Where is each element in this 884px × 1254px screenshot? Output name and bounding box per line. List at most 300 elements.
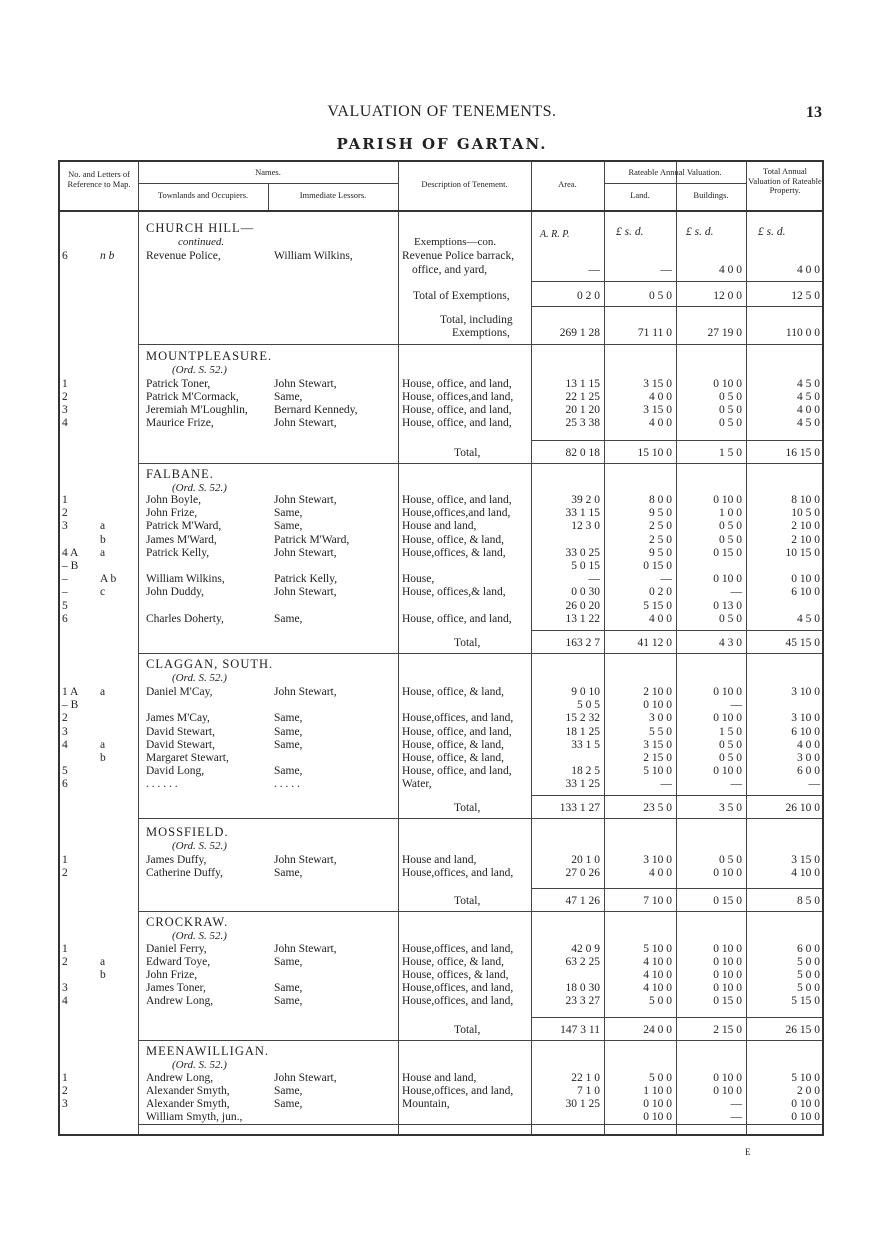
ref-number: – B — [62, 699, 79, 712]
ref-number: 2 — [62, 507, 68, 520]
land-value: 23 5 0 — [643, 802, 672, 814]
ref-letter: a — [100, 956, 106, 968]
occupier-name: John Frize, — [146, 969, 198, 981]
area-value: 13 1 15 — [565, 378, 600, 390]
area-value: 33 0 25 — [565, 546, 600, 559]
tenement-description: House,offices, and land, — [402, 1085, 514, 1097]
occupier-name: James M'Ward, — [146, 533, 217, 546]
tenement-description: House,offices, and land, — [402, 867, 514, 879]
buildings-value: — — [730, 778, 742, 791]
occupier-name: Patrick M'Cormack, — [146, 391, 239, 403]
occupier-name: James Duffy, — [146, 854, 207, 866]
land-value: 3 15 0 — [643, 378, 672, 390]
ref-number: 1 — [62, 494, 68, 506]
buildings-value: 0 5 0 — [719, 612, 742, 625]
lessor-name: Patrick M'Ward, — [274, 533, 350, 546]
total-value: 2 10 0 — [791, 533, 820, 546]
tenement-description: Water, — [402, 778, 432, 791]
land-value: — — [660, 264, 672, 276]
occupier-name: David Long, — [146, 765, 205, 778]
area-value: 18 1 25 — [565, 725, 600, 738]
total-value: 3 10 0 — [791, 686, 820, 698]
buildings-value: 1 0 0 — [719, 507, 742, 520]
total-value: 26 15 0 — [785, 1024, 820, 1036]
land-value: 9 5 0 — [649, 546, 672, 559]
total-label: Total, — [454, 802, 481, 814]
tenement-description: House, office, & land, — [402, 956, 504, 968]
total-value: 10 5 0 — [791, 507, 820, 520]
land-value: 24 0 0 — [643, 1024, 672, 1036]
area-value: 0 0 30 — [571, 586, 600, 599]
tenement-description: House, office, and land, — [402, 612, 512, 625]
ref-number: 1 — [62, 943, 68, 955]
buildings-value: 0 5 0 — [719, 391, 742, 403]
tenement-description: Revenue Police barrack, — [402, 250, 515, 262]
area-value: 7 1 0 — [577, 1085, 600, 1097]
area-value: 26 0 20 — [565, 599, 600, 612]
total-value: 5 10 0 — [791, 1072, 820, 1084]
land-value: 4 10 0 — [643, 982, 672, 994]
land-value: 5 15 0 — [643, 599, 672, 612]
lessor-name: Same, — [274, 982, 303, 994]
tenement-description: House, office, and land, — [402, 494, 512, 506]
land-value: 4 10 0 — [643, 956, 672, 968]
land-value: 0 2 0 — [649, 586, 672, 599]
buildings-value: 0 15 0 — [713, 546, 742, 559]
total-value: 3 0 0 — [797, 752, 820, 764]
total-value: 2 0 0 — [797, 1085, 820, 1097]
tenement-description: House, office, and land, — [402, 417, 512, 429]
occupier-name: Andrew Long, — [146, 995, 214, 1007]
continued-label: continued. — [178, 236, 225, 248]
land-value: 2 5 0 — [649, 520, 672, 533]
tenement-description: Mountain, — [402, 1098, 450, 1110]
lessor-name: Same, — [274, 765, 303, 778]
total-value: 5 15 0 — [791, 995, 820, 1007]
total-value: 16 15 0 — [785, 447, 820, 459]
land-value: 1 10 0 — [643, 1085, 672, 1097]
land-value: 0 10 0 — [643, 699, 672, 712]
land-value: 5 10 0 — [643, 943, 672, 955]
lessor-name: John Stewart, — [274, 686, 337, 698]
column-rule — [398, 162, 399, 1134]
area-value: 12 3 0 — [571, 520, 600, 533]
lessor-name: William Wilkins, — [274, 250, 353, 262]
tenement-description: House, offices,and land, — [402, 391, 514, 403]
buildings-value: — — [730, 586, 742, 599]
total-label: Total, — [454, 895, 481, 907]
total-rule — [531, 888, 822, 889]
area-value: 33 1 15 — [565, 507, 600, 520]
land-value: 5 0 0 — [649, 1072, 672, 1084]
land-value: 2 15 0 — [643, 752, 672, 764]
total-value: 3 15 0 — [791, 854, 820, 866]
buildings-value: — — [730, 1111, 742, 1123]
occupier-name: Andrew Long, — [146, 1072, 214, 1084]
tenement-description: House,offices, and land, — [402, 943, 514, 955]
total-value: 0 10 0 — [791, 573, 820, 586]
ref-number: 6 — [62, 778, 68, 791]
land-value: 3 10 0 — [643, 854, 672, 866]
buildings-value: 0 10 0 — [713, 1072, 742, 1084]
buildings-value: 27 19 0 — [707, 327, 742, 339]
land-value: 3 15 0 — [643, 404, 672, 416]
ref-number: 4 — [62, 995, 68, 1007]
area-value: 9 0 10 — [571, 686, 600, 698]
total-value: 5 0 0 — [797, 982, 820, 994]
col-buildings-header: Buildings. — [693, 190, 729, 200]
area-value: 25 3 38 — [565, 417, 600, 429]
land-value: 8 0 0 — [649, 494, 672, 506]
ref-number: 3 — [62, 1098, 68, 1110]
buildings-value: 4 0 0 — [719, 264, 742, 276]
total-rule — [138, 463, 822, 464]
occupier-name: David Stewart, — [146, 738, 215, 751]
total-value: 45 15 0 — [785, 637, 820, 649]
total-value: 26 10 0 — [785, 802, 820, 814]
land-value: 4 0 0 — [649, 391, 672, 403]
area-value: 33 1 25 — [565, 778, 600, 791]
buildings-value: 0 10 0 — [713, 494, 742, 506]
col-lessors-header: Immediate Lessors. — [299, 190, 367, 200]
lessor-name: Same, — [274, 1085, 303, 1097]
land-value: 5 0 0 — [649, 995, 672, 1007]
occupier-name: John Duddy, — [146, 586, 205, 599]
ordnance-sheet: (Ord. S. 52.) — [172, 672, 227, 684]
area-value: 27 0 26 — [565, 867, 600, 879]
ref-number: 4 A — [62, 546, 79, 559]
total-rule — [138, 1124, 822, 1125]
ordnance-sheet: (Ord. S. 52.) — [172, 840, 227, 852]
buildings-value: 0 5 0 — [719, 752, 742, 764]
buildings-value: 0 10 0 — [713, 765, 742, 778]
ref-number: 2 — [62, 867, 68, 879]
area-value: 18 0 30 — [565, 982, 600, 994]
land-value: 5 10 0 — [643, 765, 672, 778]
lessor-name: Same, — [274, 1098, 303, 1110]
buildings-value: 0 5 0 — [719, 404, 742, 416]
total-value: 6 10 0 — [791, 725, 820, 738]
buildings-value: 12 0 0 — [713, 290, 742, 302]
total-value: 4 5 0 — [797, 378, 820, 390]
lessor-name: John Stewart, — [274, 943, 337, 955]
land-value: 4 10 0 — [643, 969, 672, 981]
lessor-name: Same, — [274, 612, 303, 625]
area-value: 22 1 25 — [565, 391, 600, 403]
occupier-name: James M'Cay, — [146, 712, 210, 725]
lessor-name: Same, — [274, 712, 303, 725]
land-value: 2 5 0 — [649, 533, 672, 546]
tenement-description: House, office, & land, — [402, 738, 504, 751]
land-value: 9 5 0 — [649, 507, 672, 520]
col-area-header: Area. — [558, 179, 577, 189]
ref-number: 1 — [62, 854, 68, 866]
col-rateable-header: Rateable Annual Valuation. — [628, 167, 722, 177]
townland-title: FALBANE. — [146, 467, 214, 481]
total-including-label: Total, including — [440, 314, 513, 326]
total-rule — [531, 281, 822, 282]
tenement-description: House and land, — [402, 1072, 477, 1084]
occupier-name: Charles Doherty, — [146, 612, 224, 625]
lessor-name: Same, — [274, 867, 303, 879]
ref-letter: a — [100, 520, 106, 533]
ref-number: 3 — [62, 725, 68, 738]
tenement-description: House, — [402, 573, 435, 586]
column-rule — [138, 162, 139, 1134]
occupier-name: William Smyth, jun., — [146, 1111, 243, 1123]
ref-number: 6 — [62, 250, 68, 262]
occupier-name: William Wilkins, — [146, 573, 225, 586]
total-value: 6 10 0 — [791, 586, 820, 599]
lessor-name: Bernard Kennedy, — [274, 404, 358, 416]
land-value: 0 15 0 — [643, 560, 672, 572]
lessor-name: Patrick Kelly, — [274, 573, 338, 586]
tenement-description: House, office, and land, — [402, 378, 512, 390]
lessor-name: John Stewart, — [274, 417, 337, 429]
total-rule — [531, 1017, 822, 1018]
buildings-value: 0 5 0 — [719, 417, 742, 429]
area-value: 42 0 9 — [571, 943, 600, 955]
col-townlands-header: Townlands and Occupiers. — [157, 190, 249, 200]
lessor-name: Same, — [274, 507, 303, 520]
ref-number: 3 — [62, 404, 68, 416]
area-value: 82 0 18 — [565, 447, 600, 459]
tenement-description: House, offices, & land, — [402, 969, 509, 981]
unit-buildings: £ s. d. — [686, 226, 714, 238]
header-rule — [138, 183, 398, 184]
area-value: 23 3 27 — [565, 995, 600, 1007]
tenement-description: House,offices, and land, — [402, 995, 514, 1007]
lessor-name: Same, — [274, 520, 303, 533]
tenement-description: House and land, — [402, 520, 477, 533]
tenement-description: office, and yard, — [412, 264, 488, 276]
area-value: 133 1 27 — [559, 802, 600, 814]
total-value: 3 10 0 — [791, 712, 820, 725]
unit-land: £ s. d. — [616, 226, 644, 238]
buildings-value: 4 3 0 — [719, 637, 742, 649]
area-value: 5 0 5 — [577, 699, 600, 712]
ref-number: – B — [62, 560, 79, 572]
land-value: 41 12 0 — [637, 637, 672, 649]
ordnance-sheet: (Ord. S. 52.) — [172, 482, 227, 494]
land-value: 3 15 0 — [643, 738, 672, 751]
buildings-value: 0 15 0 — [713, 895, 742, 907]
occupier-name: Alexander Smyth, — [146, 1085, 230, 1097]
tenement-description: House, office, & land, — [402, 686, 504, 698]
lessor-name: John Stewart, — [274, 494, 337, 506]
townland-title: MOSSFIELD. — [146, 825, 229, 839]
occupier-name: Edward Toye, — [146, 956, 211, 968]
total-value: 110 0 0 — [785, 327, 820, 339]
occupier-name: Patrick Toner, — [146, 378, 211, 390]
total-value: 8 10 0 — [791, 494, 820, 506]
buildings-value: 0 10 0 — [713, 712, 742, 725]
total-value: 5 0 0 — [797, 969, 820, 981]
ref-number: 2 — [62, 956, 68, 968]
tenement-description: House and land, — [402, 854, 477, 866]
col-description-header: Description of Tenement. — [421, 179, 508, 189]
total-value: 10 15 0 — [785, 546, 820, 559]
buildings-value: 0 5 0 — [719, 854, 742, 866]
unit-total: £ s. d. — [758, 226, 786, 238]
ref-number: 1 — [62, 1072, 68, 1084]
col-names-header: Names. — [255, 167, 281, 177]
occupier-name: Margaret Stewart, — [146, 752, 229, 764]
total-value: 4 0 0 — [797, 738, 820, 751]
unit-area: A. R. P. — [540, 229, 570, 240]
lessor-name: John Stewart, — [274, 378, 337, 390]
total-value: 4 5 0 — [797, 417, 820, 429]
buildings-value: 0 5 0 — [719, 520, 742, 533]
area-value: 20 1 20 — [565, 404, 600, 416]
area-value: 63 2 25 — [565, 956, 600, 968]
area-value: 30 1 25 — [565, 1098, 600, 1110]
occupier-name: Patrick Kelly, — [146, 546, 210, 559]
occupier-name: Daniel Ferry, — [146, 943, 207, 955]
area-value: 47 1 26 — [565, 895, 600, 907]
total-value: 0 10 0 — [791, 1098, 820, 1110]
occupier-name: Alexander Smyth, — [146, 1098, 230, 1110]
total-rule — [138, 344, 822, 345]
ref-letter: b — [100, 752, 106, 764]
ref-number: 4 — [62, 417, 68, 429]
occupier-name: Patrick M'Ward, — [146, 520, 222, 533]
buildings-value: 0 10 0 — [713, 573, 742, 586]
ref-number: – — [62, 573, 68, 586]
col-total-header: Total Annual Valuation of Rateable Property. — [748, 166, 822, 195]
buildings-value: 3 5 0 — [719, 802, 742, 814]
ordnance-sheet: (Ord. S. 52.) — [172, 364, 227, 376]
total-value: 6 0 0 — [797, 765, 820, 778]
land-value: 0 10 0 — [643, 1111, 672, 1123]
land-value: 7 10 0 — [643, 895, 672, 907]
column-rule — [676, 162, 677, 1134]
land-value: 2 10 0 — [643, 686, 672, 698]
lessor-name: . . . . . — [274, 778, 300, 791]
total-value: 4 5 0 — [797, 391, 820, 403]
townland-title: MOUNTPLEASURE. — [146, 349, 273, 363]
buildings-value: — — [730, 1098, 742, 1110]
total-value: 4 5 0 — [797, 612, 820, 625]
lessor-name: John Stewart, — [274, 854, 337, 866]
land-value: 3 0 0 — [649, 712, 672, 725]
land-value: — — [660, 778, 672, 791]
townland-title: CROCKRAW. — [146, 915, 229, 929]
tenement-description: House, office, and land, — [402, 725, 512, 738]
area-value: 18 2 5 — [571, 765, 600, 778]
area-value: 147 3 11 — [560, 1024, 600, 1036]
column-rule — [531, 162, 532, 1134]
ref-number: 1 — [62, 378, 68, 390]
ref-number: 2 — [62, 1085, 68, 1097]
page-title: VALUATION OF TENEMENTS. — [327, 103, 557, 120]
ordnance-sheet: (Ord. S. 52.) — [172, 930, 227, 942]
total-label: Total, — [454, 637, 481, 649]
total-rule — [531, 630, 822, 631]
ref-letter: A b — [100, 573, 117, 586]
ref-number: – — [62, 586, 68, 599]
total-rule — [138, 818, 822, 819]
area-value: 5 0 15 — [571, 560, 600, 572]
buildings-value: 1 5 0 — [719, 447, 742, 459]
area-value: 13 1 22 — [565, 612, 600, 625]
signature-mark: E — [745, 1147, 751, 1157]
ref-number: 2 — [62, 712, 68, 725]
area-value: 0 2 0 — [577, 290, 600, 302]
buildings-value: 0 10 0 — [713, 982, 742, 994]
buildings-value: 0 10 0 — [713, 956, 742, 968]
total-value: 4 10 0 — [791, 867, 820, 879]
townland-title: CLAGGAN, SOUTH. — [146, 657, 274, 671]
occupier-name: Maurice Frize, — [146, 417, 214, 429]
buildings-value: 0 5 0 — [719, 533, 742, 546]
total-rule — [138, 653, 822, 654]
occupier-name: Daniel M'Cay, — [146, 686, 213, 698]
lessor-name: Same, — [274, 995, 303, 1007]
tenement-description: House, office, & land, — [402, 533, 504, 546]
lessor-name: John Stewart, — [274, 1072, 337, 1084]
header-rule — [604, 183, 746, 184]
buildings-value: 1 5 0 — [719, 725, 742, 738]
occupier-name: Revenue Police, — [146, 250, 221, 262]
total-value: 2 10 0 — [791, 520, 820, 533]
buildings-value: 0 10 0 — [713, 378, 742, 390]
area-value: 163 2 7 — [565, 637, 600, 649]
total-exemptions-label: Total of Exemptions, — [413, 290, 510, 302]
ref-number: 6 — [62, 612, 68, 625]
townland-title: CHURCH HILL— — [146, 221, 255, 235]
occupier-name: John Boyle, — [146, 494, 201, 506]
total-value: — — [808, 778, 820, 791]
ref-letter: b — [100, 533, 106, 546]
total-value: 4 0 0 — [797, 264, 820, 276]
buildings-value: 0 15 0 — [713, 995, 742, 1007]
land-value: 5 5 0 — [649, 725, 672, 738]
tenement-description: House,offices, & land, — [402, 546, 506, 559]
lessor-name: Same, — [274, 956, 303, 968]
total-value: 4 0 0 — [797, 404, 820, 416]
ref-letter: a — [100, 738, 106, 751]
total-value: 0 10 0 — [791, 1111, 820, 1123]
buildings-value: 0 10 0 — [713, 943, 742, 955]
ref-number: 3 — [62, 520, 68, 533]
area-value: — — [588, 573, 600, 586]
lessor-name: Same, — [274, 738, 303, 751]
page-number: 13 — [806, 104, 822, 121]
ref-number: 5 — [62, 765, 68, 778]
land-value: 0 10 0 — [643, 1098, 672, 1110]
tenement-description: House,offices, and land, — [402, 982, 514, 994]
col-ref-header: No. and Letters of Reference to Map. — [67, 169, 131, 189]
occupier-name: . . . . . . — [146, 778, 178, 791]
ref-letter: a — [100, 686, 106, 698]
ref-letter: c — [100, 586, 106, 599]
buildings-value: 2 15 0 — [713, 1024, 742, 1036]
tenement-description: House, office, & land, — [402, 752, 504, 764]
column-rule — [746, 162, 747, 1134]
land-value: 4 0 0 — [649, 867, 672, 879]
total-rule — [531, 795, 822, 796]
buildings-value: 0 10 0 — [713, 1085, 742, 1097]
occupier-name: John Frize, — [146, 507, 198, 520]
occupier-name: David Stewart, — [146, 725, 215, 738]
total-including-label: Exemptions, — [452, 327, 510, 339]
land-value: 71 11 0 — [637, 327, 672, 339]
land-value: — — [660, 573, 672, 586]
lessor-name: John Stewart, — [274, 546, 337, 559]
ref-number: 1 A — [62, 686, 79, 698]
land-value: 4 0 0 — [649, 612, 672, 625]
